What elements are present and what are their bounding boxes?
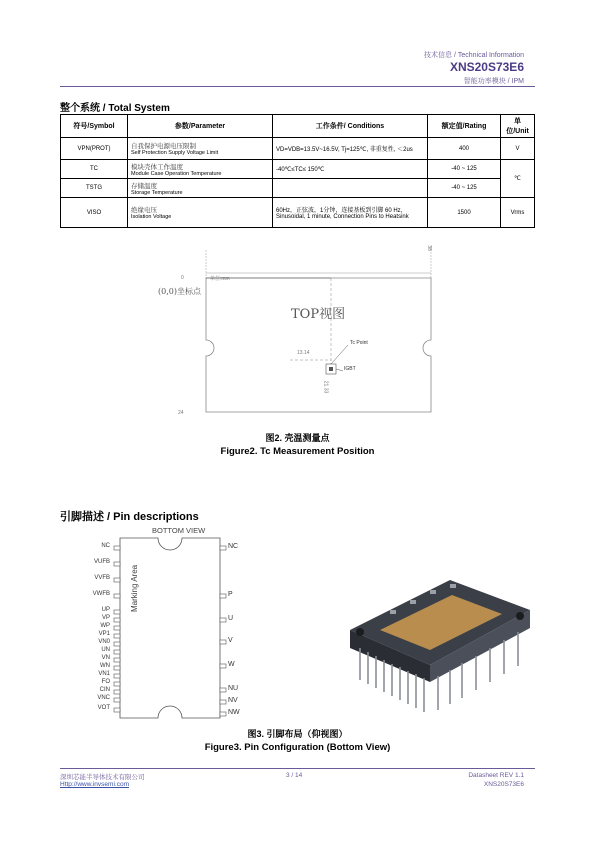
pin-configuration-diagram bbox=[80, 524, 280, 724]
table-row bbox=[61, 138, 535, 160]
right-pin-label: V bbox=[228, 637, 233, 644]
left-pin-4 bbox=[114, 594, 120, 598]
right-pin-label: W bbox=[228, 661, 235, 668]
cell-rating: -40 ~ 125 bbox=[428, 160, 501, 179]
section-title-total-system: 整个系统 / Total System bbox=[60, 103, 170, 114]
figure2-caption-zh: 图2. 壳温测量点 bbox=[265, 433, 330, 443]
footer-url-link[interactable]: Http://www.invsemi.com bbox=[60, 781, 129, 788]
total-system-table bbox=[60, 114, 535, 228]
right-pin-label: U bbox=[228, 615, 234, 622]
cell-conditions: 60Hz，正弦波，1分钟，连接基板到引脚 60 Hz, Sinusoidal, 1 minute, Connection Pins to Heatsink bbox=[273, 198, 428, 228]
left-pin-6 bbox=[114, 618, 120, 622]
left-pin-label: WP bbox=[100, 623, 110, 629]
cell-unit: ℃ bbox=[501, 160, 535, 198]
cell-symbol: VPN(PROT) bbox=[61, 138, 128, 160]
left-pin-5 bbox=[114, 610, 120, 614]
left-pin-16 bbox=[114, 698, 120, 702]
left-pin-label: VN bbox=[101, 655, 110, 661]
footer-datasheet-rev: Datasheet REV 1.1 bbox=[468, 772, 524, 779]
left-pin-label: WN bbox=[100, 663, 110, 669]
col-rating: 额定值/Rating bbox=[428, 115, 501, 138]
cell-conditions: -40℃≤TC≤ 150℃ bbox=[273, 160, 428, 179]
cell-rating: -40 ~ 125 bbox=[428, 179, 501, 198]
tc-point-label: Tc Point bbox=[350, 340, 368, 346]
right-pin-label: NV bbox=[228, 697, 238, 704]
left-pin-label: VNC bbox=[97, 695, 110, 701]
left-pin-label: VUFB bbox=[93, 559, 110, 565]
col-unit: 单位/Unit bbox=[501, 115, 535, 138]
left-pin-label: VWFB bbox=[92, 591, 110, 597]
right-pin-3 bbox=[220, 618, 226, 622]
right-pin-5 bbox=[220, 664, 226, 668]
left-pin-1 bbox=[114, 546, 120, 550]
section-title-pins: 引脚描述 / Pin descriptions bbox=[60, 511, 199, 523]
unit-note: 单位:mm bbox=[210, 276, 230, 282]
left-pin-label: NC bbox=[101, 543, 110, 549]
cell-rating: 1500 bbox=[428, 198, 501, 228]
origin-label: (0,0)坐标点 bbox=[158, 287, 201, 296]
top-view-label: TOP视图 bbox=[291, 307, 346, 322]
dim-zero-label: 0 bbox=[181, 275, 184, 281]
header-subtitle: 智能功率模块 / IPM bbox=[463, 78, 524, 85]
left-pin-label: UP bbox=[101, 607, 110, 613]
left-pin-label: VN0 bbox=[98, 639, 110, 645]
left-pin-label: FO bbox=[101, 679, 110, 685]
col-symbol: 符号/Symbol bbox=[61, 115, 128, 138]
figure2-caption-en: Figure2. Tc Measurement Position bbox=[220, 446, 375, 457]
cell-conditions bbox=[273, 179, 428, 198]
cell-rating: 400 bbox=[428, 138, 501, 160]
figure3-caption-en: Figure3. Pin Configuration (Bottom View) bbox=[204, 742, 391, 753]
cell-parameter: 绝缘电压 Isolation Voltage bbox=[128, 198, 273, 228]
left-pin-3 bbox=[114, 578, 120, 582]
cell-parameter: 模块壳体工作温度 Module Case Operation Temperature bbox=[128, 160, 273, 179]
table-header-row bbox=[61, 115, 535, 138]
footer-divider bbox=[60, 768, 535, 769]
right-pin-1 bbox=[220, 546, 226, 550]
left-pin-7 bbox=[114, 626, 120, 630]
footer-part-number: XNS20S73E6 bbox=[483, 781, 524, 788]
cell-symbol: TC bbox=[61, 160, 128, 179]
col-conditions: 工作条件/ Conditions bbox=[273, 115, 428, 138]
left-pin-label: VN1 bbox=[98, 671, 110, 677]
right-pin-2 bbox=[220, 594, 226, 598]
left-pin-17 bbox=[114, 708, 120, 712]
left-pin-label: VOT bbox=[97, 705, 110, 711]
cell-unit: Vrms bbox=[501, 198, 535, 228]
dim-38-label: 38 bbox=[425, 245, 432, 251]
left-pin-label: UN bbox=[101, 647, 110, 653]
cell-conditions: VD=VDB=13.5V~16.5V, Tj=125℃, 非重复性, ＜2us bbox=[273, 138, 428, 160]
bottom-view-label: BOTTOM VIEW bbox=[152, 526, 206, 535]
left-pin-10 bbox=[114, 650, 120, 654]
right-pin-label: P bbox=[228, 591, 233, 598]
footer-company: 深圳芯能半导体技术有限公司 bbox=[60, 774, 145, 781]
table-row bbox=[61, 160, 535, 179]
left-pin-label: VP1 bbox=[98, 631, 110, 637]
cell-parameter: 存储温度 Storage Temperature bbox=[128, 179, 273, 198]
left-pin-label: CIN bbox=[99, 687, 110, 693]
igbt-label: IGBT bbox=[344, 366, 356, 372]
col-parameter: 参数/Parameter bbox=[128, 115, 273, 138]
table-row bbox=[61, 179, 535, 198]
right-pin-8 bbox=[220, 712, 226, 716]
right-pin-label: NC bbox=[228, 543, 239, 550]
left-pin-label: VP bbox=[101, 615, 110, 621]
marking-area-label: Marking Area bbox=[130, 564, 139, 612]
left-pin-9 bbox=[114, 642, 120, 646]
right-pin-4 bbox=[220, 640, 226, 644]
table-row bbox=[61, 198, 535, 228]
dim-2133-label: 21.33 bbox=[322, 380, 329, 394]
left-pin-15 bbox=[114, 690, 120, 694]
footer-page-number: 3 / 14 bbox=[286, 772, 303, 779]
dim-24-label: 24 bbox=[178, 410, 184, 416]
tc-position-drawing bbox=[150, 244, 450, 424]
figure3-caption-zh: 图3. 引脚布局（仰视图） bbox=[247, 729, 348, 739]
cell-symbol: VISO bbox=[61, 198, 128, 228]
left-pin-11 bbox=[114, 658, 120, 662]
cell-symbol: TSTG bbox=[61, 179, 128, 198]
left-pin-label: VVFB bbox=[94, 575, 110, 581]
left-pin-8 bbox=[114, 634, 120, 638]
cell-parameter: 自我保护电源电压限制 Self Protection Supply Voltage Limit bbox=[128, 138, 273, 160]
header-divider bbox=[60, 86, 535, 87]
left-pin-2 bbox=[114, 562, 120, 566]
header-part-number: XNS20S73E6 bbox=[449, 60, 524, 74]
dim-1314-label: 13.14 bbox=[297, 350, 310, 356]
header-category: 技术信息 / Technical Information bbox=[424, 52, 524, 59]
right-pin-6 bbox=[220, 688, 226, 692]
right-pin-label: NU bbox=[228, 685, 239, 692]
left-pin-14 bbox=[114, 682, 120, 686]
right-pin-label: NW bbox=[228, 709, 240, 716]
right-pin-7 bbox=[220, 700, 226, 704]
cell-unit: V bbox=[501, 138, 535, 160]
module-3d-image bbox=[330, 570, 540, 720]
left-pin-13 bbox=[114, 674, 120, 678]
left-pin-12 bbox=[114, 666, 120, 670]
